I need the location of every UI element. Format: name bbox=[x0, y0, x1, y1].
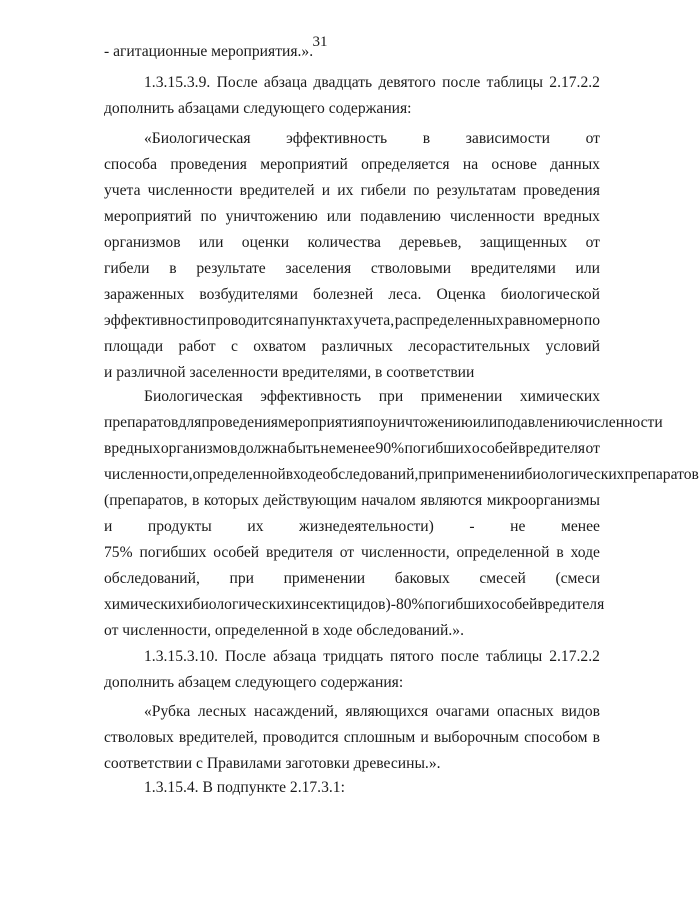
text-line: 1.3.15.3.9. После абзаца двадцать девятого после таблицы 2.17.2.2 bbox=[144, 74, 600, 91]
page-number: 31 bbox=[312, 34, 328, 50]
text-line: организмов или оценки количества деревьев, защищенных от bbox=[104, 234, 600, 251]
text-line: - агитационные мероприятия.». bbox=[104, 43, 314, 60]
text-line: численности, определенной в ходе обследований, при применении биологических препаратов bbox=[104, 466, 699, 483]
text-line: препаратов для проведения мероприятия по уничтожению или подавлению численности bbox=[104, 414, 663, 431]
text-line: гибели в результате заселения стволовыми вредителями или bbox=[104, 260, 600, 277]
text-line: 1.3.15.4. В подпункте 2.17.3.1: bbox=[144, 779, 345, 796]
text-line: и продукты их жизнедеятельности) - не менее bbox=[104, 518, 600, 535]
text-line: зараженных возбудителями болезней леса. Оценка биологической bbox=[104, 286, 600, 303]
text-line: и различной заселенности вредителями, в соответствии bbox=[104, 364, 475, 381]
text-line: стволовых вредителей, проводится сплошным и выборочным способом в bbox=[104, 729, 600, 746]
text-line: площади работ с охватом различных лесорастительных условий bbox=[104, 338, 600, 355]
text-line: «Рубка лесных насаждений, являющихся очагами опасных видов bbox=[144, 703, 600, 720]
text-line: «Биологическая эффективность в зависимости от bbox=[144, 130, 600, 147]
text-line: Биологическая эффективность при применении химических bbox=[144, 388, 600, 405]
text-line: дополнить абзацем следующего содержания: bbox=[104, 674, 404, 691]
text-line: соответствии с Правилами заготовки древесины.». bbox=[104, 755, 441, 772]
text-line: мероприятий по уничтожению или подавлению численности вредных bbox=[104, 208, 600, 225]
text-line: обследований, при применении баковых смесей (смеси bbox=[104, 570, 600, 587]
text-line: вредных организмов должна быть не менее 90% погибших особей вредителя от bbox=[104, 440, 600, 457]
text-line: 1.3.15.3.10. После абзаца тридцать пятого после таблицы 2.17.2.2 bbox=[144, 648, 600, 665]
text-line: учета численности вредителей и их гибели по результатам проведения bbox=[104, 182, 600, 199]
text-line: эффективности проводится на пунктах учета, распределенных равномерно по bbox=[104, 312, 600, 329]
text-line: от численности, определенной в ходе обследований.». bbox=[104, 622, 464, 639]
text-line: 75% погибших особей вредителя от численности, определенной в ходе bbox=[104, 544, 600, 561]
text-line: способа проведения мероприятий определяется на основе данных bbox=[104, 156, 600, 173]
text-line: (препаратов, в которых действующим началом являются микроорганизмы bbox=[104, 492, 600, 509]
text-line: химических и биологических инсектицидов) - 80% погибших особей вредителя bbox=[104, 596, 605, 613]
text-line: дополнить абзацами следующего содержания: bbox=[104, 100, 412, 117]
